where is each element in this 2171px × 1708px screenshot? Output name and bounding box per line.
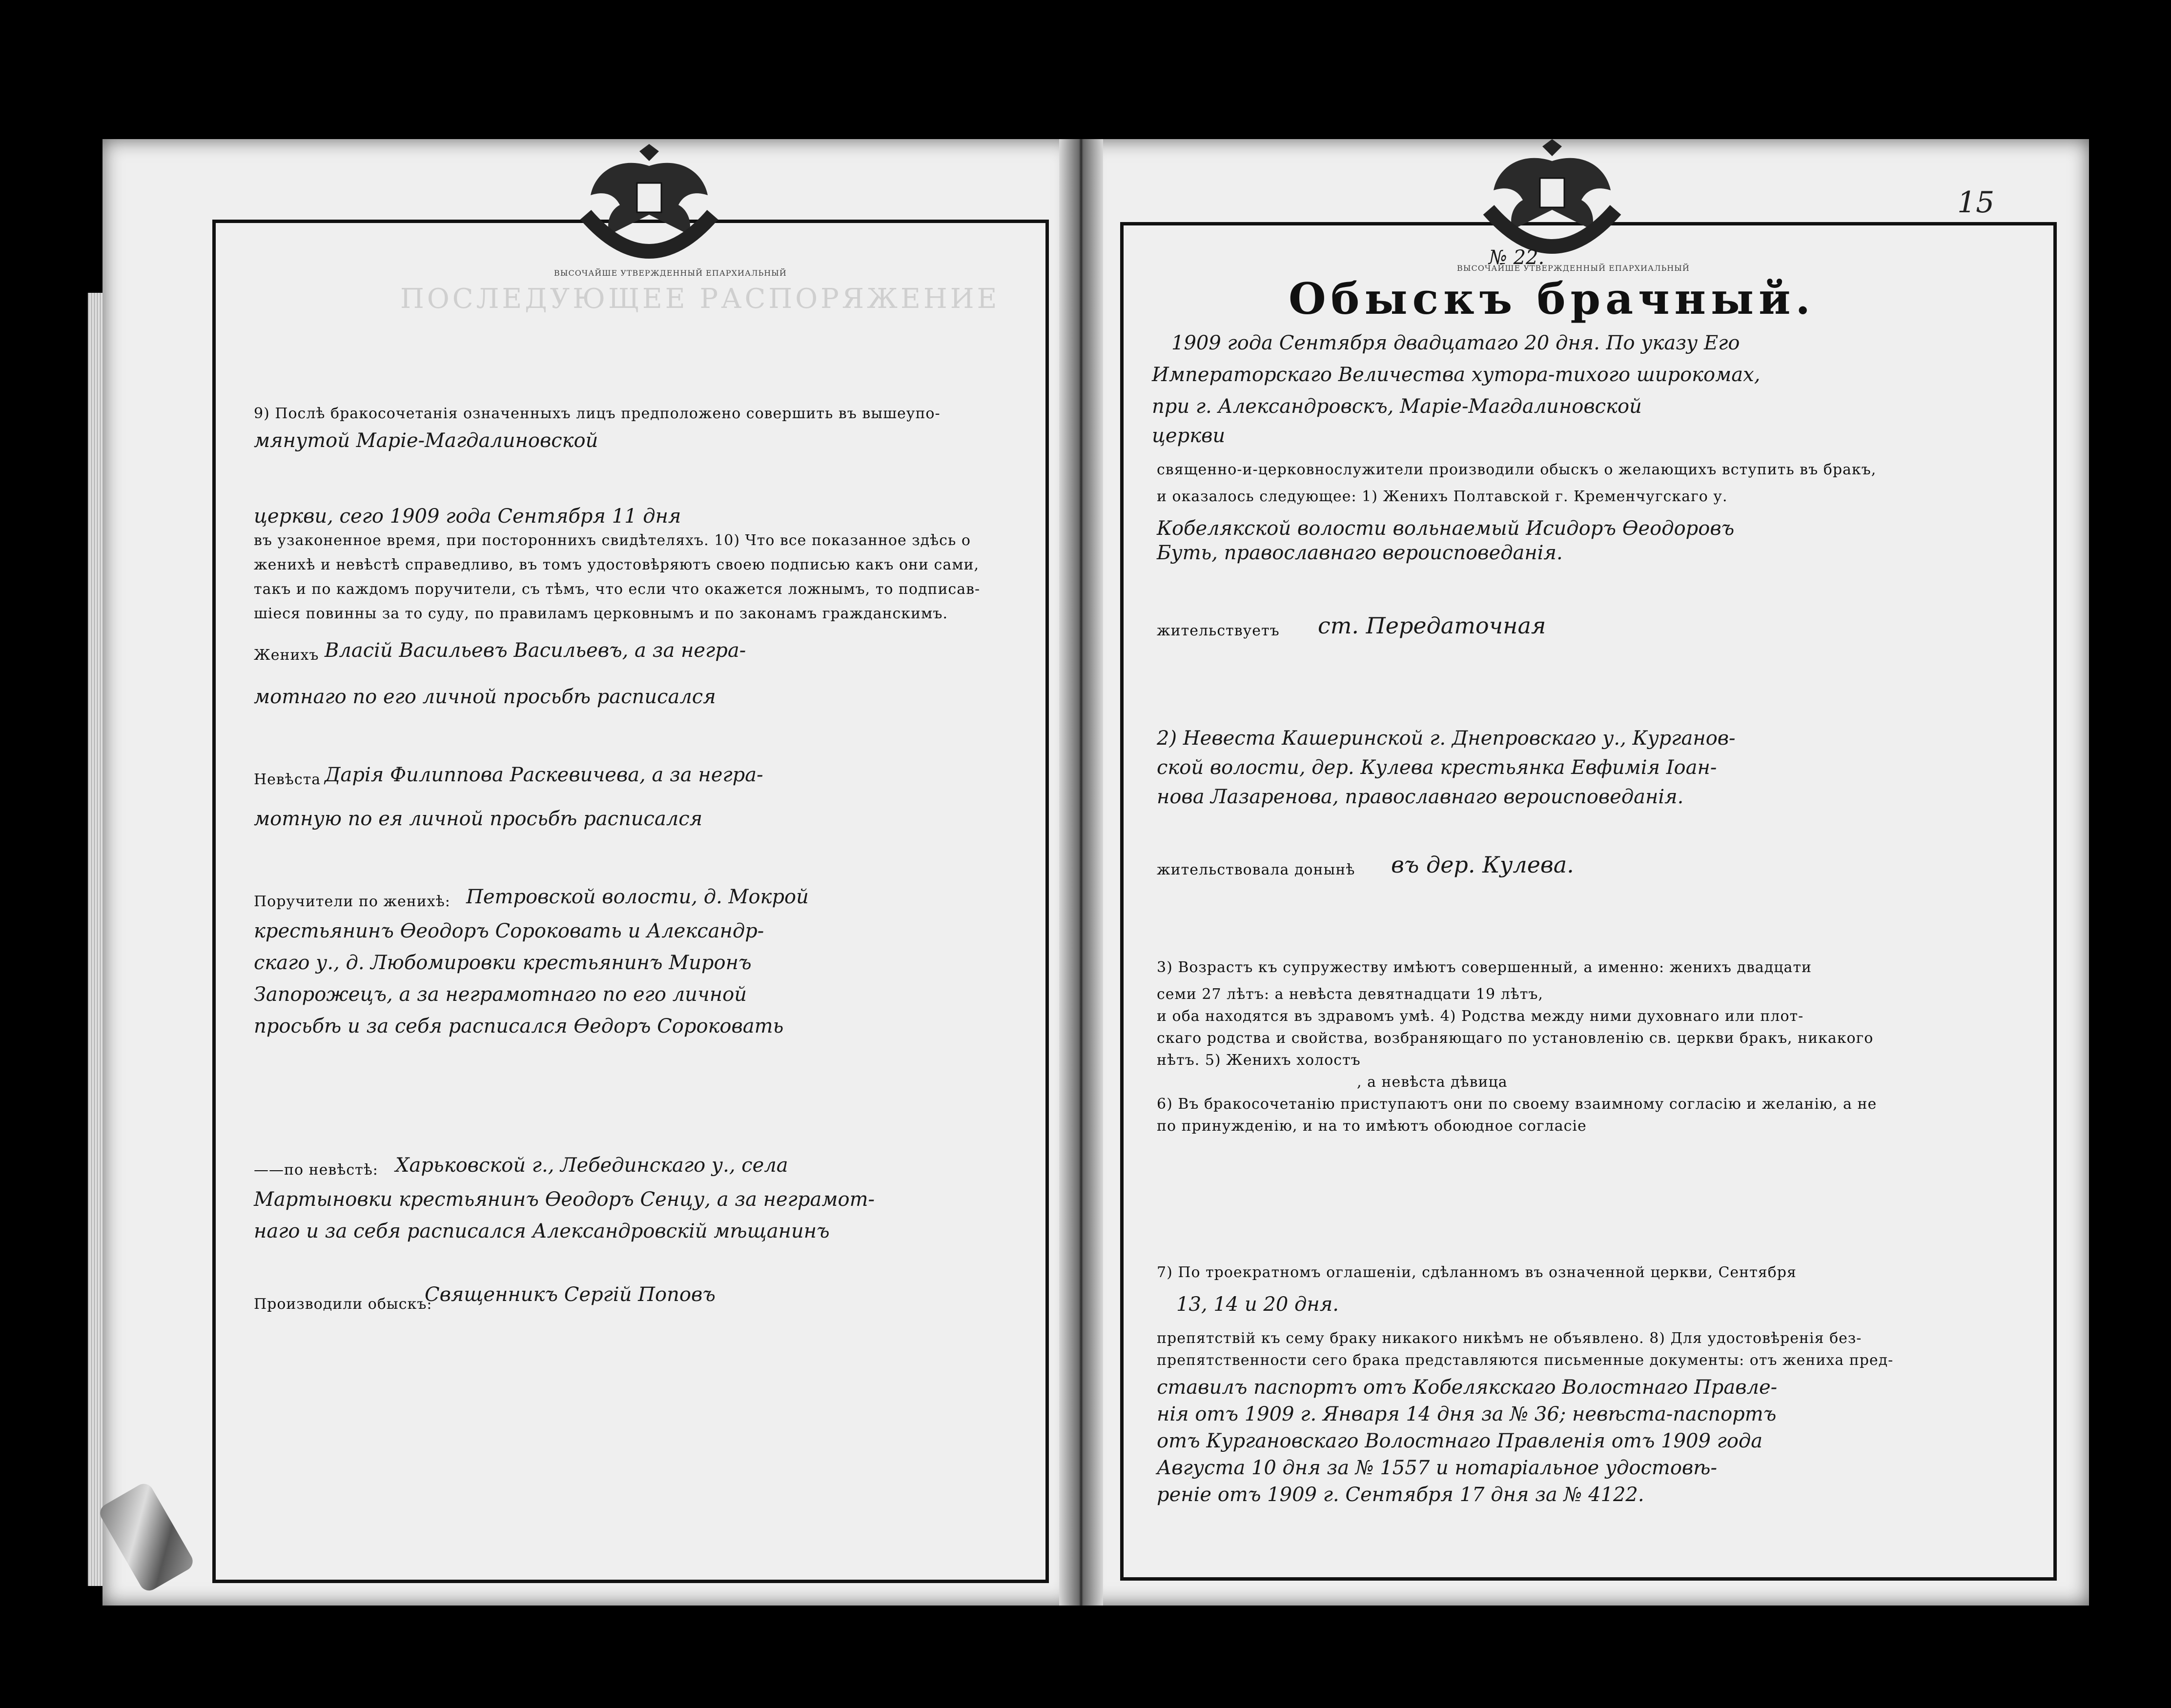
right-s1-line: священно-и-церковнослужители производили обыскъ о желающихъ вступить въ бракъ, (1157, 461, 1877, 478)
record-title: Обыскъ брачный. (1289, 273, 1816, 324)
right-s1-line: и оказалось следующее: 1) Женихъ Полтавской г. Кременчугскаго у. (1157, 488, 1728, 505)
left-guar-groom-line: Петровской волости, д. Мокрой (466, 886, 809, 908)
left-guar-groom-line: Поручители по женихѣ: (254, 893, 451, 910)
groom-residence: ст. Передаточная (1318, 612, 1546, 639)
right-s1-line: Кобелякской волости вольнаемый Исидоръ Өеодоровъ (1157, 517, 1735, 540)
right-head-line: церкви (1152, 425, 1226, 447)
left-clergy-line: Священникъ Сергій Поповъ (425, 1283, 716, 1306)
right-s4-line: 13, 14 и 20 дня. (1176, 1293, 1339, 1316)
left-guar-bride-line: Мартыновки крестьянинъ Өеодоръ Сенцу, а за неграмот- (254, 1188, 875, 1211)
right-s4-line: ставилъ паспортъ отъ Кобелякскаго Волостнаго Правле- (1157, 1376, 1778, 1399)
left-clergy-line: Производили обыскъ: (254, 1296, 432, 1313)
right-head-line: при г. Александровскъ, Маріе-Магдалиновской (1152, 395, 1642, 418)
bride-residence-label: жительствовала донынѣ (1157, 861, 1355, 878)
right-s4-line: Августа 10 дня за № 1557 и нотаріальное удостовѣ- (1157, 1457, 1717, 1479)
right-s3-line: 6) Въ бракосочетанію приступаютъ они по своему взаимному согласію и желанію, а не (1157, 1096, 1877, 1113)
left-guar-bride-line: ——по невѣстѣ: (254, 1161, 378, 1179)
right-s3-line: скаго родства и свойства, возбраняющаго по установленію св. церкви бракъ, никакого (1157, 1030, 1874, 1047)
record-number: № 22. (1489, 246, 1545, 269)
page-number: 15 (1957, 185, 1995, 220)
right-s4-line: препятственности сего брака представляются письменные документы: отъ жениха пред- (1157, 1352, 1894, 1369)
left-bride-line: мотную по ея личной просьбѣ расписался (254, 808, 703, 830)
right-s2-line: ской волости, дер. Кулева крестьянка Евфимія Іоан- (1157, 756, 1717, 779)
right-s3-line: по принужденію, и на то имѣютъ обоюдное согласіе (1157, 1118, 1587, 1135)
left-groom-line: Власій Васильевъ Васильевъ, а за негра- (325, 639, 746, 662)
left-bride-line: Невѣста (254, 771, 321, 788)
left-guar-groom-line: просьбѣ и за себя расписался Өедоръ Сороковать (254, 1015, 784, 1037)
right-s4-line: реніе отъ 1909 г. Сентября 17 дня за № 4122. (1157, 1484, 1644, 1506)
left-bride-line: Дарія Филиппова Раскевичева, а за негра- (325, 764, 763, 786)
right-s2-line: нова Лазаренова, православнаго вероисповеданія. (1157, 786, 1684, 808)
right-s4-line: отъ Кургановскаго Волостнаго Правленія отъ 1909 года (1157, 1430, 1763, 1452)
left-groom-line: мотнаго по его личной просьбѣ расписался (254, 686, 716, 708)
right-emblem-icon (1459, 137, 1645, 273)
left-guar-bride-line: Харьковской г., Лебединскаго у., села (395, 1154, 788, 1177)
right-s4-line: 7) По троекратномъ оглашеніи, сдѣланномъ въ означенной церкви, Сентября (1157, 1264, 1797, 1281)
right-s4-line: препятствій къ сему браку никакого никѣмъ не объявлено. 8) Для удостовѣренія без- (1157, 1330, 1862, 1347)
left-s2-line: въ узаконенное время, при постороннихъ свидѣтеляхъ. 10) Что все показанное здѣсь о (254, 532, 971, 549)
left-s2-line: шіеся повинны за то суду, по правиламъ церковнымъ и по законамъ гражданскимъ. (254, 605, 948, 622)
right-s3-line: и оба находятся въ здравомъ умѣ. 4) Родства между ними духовнаго или плот- (1157, 1008, 1804, 1025)
right-s2-line: 2) Невеста Кашеринской г. Днепровскаго у., Курганов- (1157, 727, 1736, 750)
left-guar-bride-line: наго и за себя расписался Александровскій мѣщанинъ (254, 1220, 830, 1242)
right-s3-line: нѣтъ. 5) Женихъ холостъ (1157, 1052, 1361, 1069)
right-head-line: Императорскаго Величества хутора-тихого широкомах, (1152, 364, 1761, 386)
right-s3-line: 3) Возрастъ къ супружеству имѣютъ совершенный, а именно: женихъ двадцати (1157, 959, 1812, 976)
right-emblem-text: ВЫСОЧАЙШЕ УТВЕРЖДЕННЫЙ ЕПАРХИАЛЬНЫЙ (1457, 264, 1690, 273)
left-groom-line: Женихъ (254, 647, 319, 664)
book-gutter (1059, 139, 1103, 1606)
groom-residence-label: жительствуетъ (1157, 622, 1280, 639)
right-s3-line: , а невѣста дѣвица (1357, 1074, 1508, 1091)
left-s2-line: церкви, сего 1909 года Сентября 11 дня (254, 505, 681, 528)
left-guar-groom-line: скаго у., д. Любомировки крестьянинъ Миронъ (254, 952, 752, 974)
left-emblem-icon (556, 142, 742, 278)
bride-residence: въ дер. Кулева. (1391, 852, 1574, 878)
left-s2-line: женихѣ и невѣстѣ справедливо, въ томъ удостовѣряютъ своею подписью какъ они сами, (254, 556, 980, 573)
left-s2-line: такъ и по каждомъ поручители, съ тѣмъ, что если что окажется ложнымъ, то подписав- (254, 581, 981, 598)
right-head-line: 1909 года Сентября двадцатаго 20 дня. По указу Его (1171, 332, 1740, 354)
left-s1-line: 9) Послѣ бракосочетанія означенныхъ лицъ предположено совершить въ вышеупо- (254, 405, 941, 422)
left-s1-line: мянутой Маріе-Магдалиновской (254, 429, 598, 452)
right-s3-line: семи 27 лѣтъ: а невѣста девятнадцати 19 лѣтъ, (1157, 986, 1543, 1003)
left-emblem-text: ВЫСОЧАЙШЕ УТВЕРЖДЕННЫЙ ЕПАРХИАЛЬНЫЙ (554, 268, 787, 278)
right-s4-line: нія отъ 1909 г. Января 14 дня за № 36; невѣста-паспортъ (1157, 1403, 1777, 1425)
left-guar-groom-line: крестьянинъ Өеодоръ Сороковать и Александр- (254, 920, 764, 942)
right-s1-line: Буть, православнаго вероисповеданія. (1157, 542, 1563, 564)
ghost-title: ПОСЛЕДУЮЩЕЕ РАСПОРЯЖЕНИЕ (400, 283, 1000, 315)
left-guar-groom-line: Запорожецъ, а за неграмотнаго по его личной (254, 983, 747, 1006)
